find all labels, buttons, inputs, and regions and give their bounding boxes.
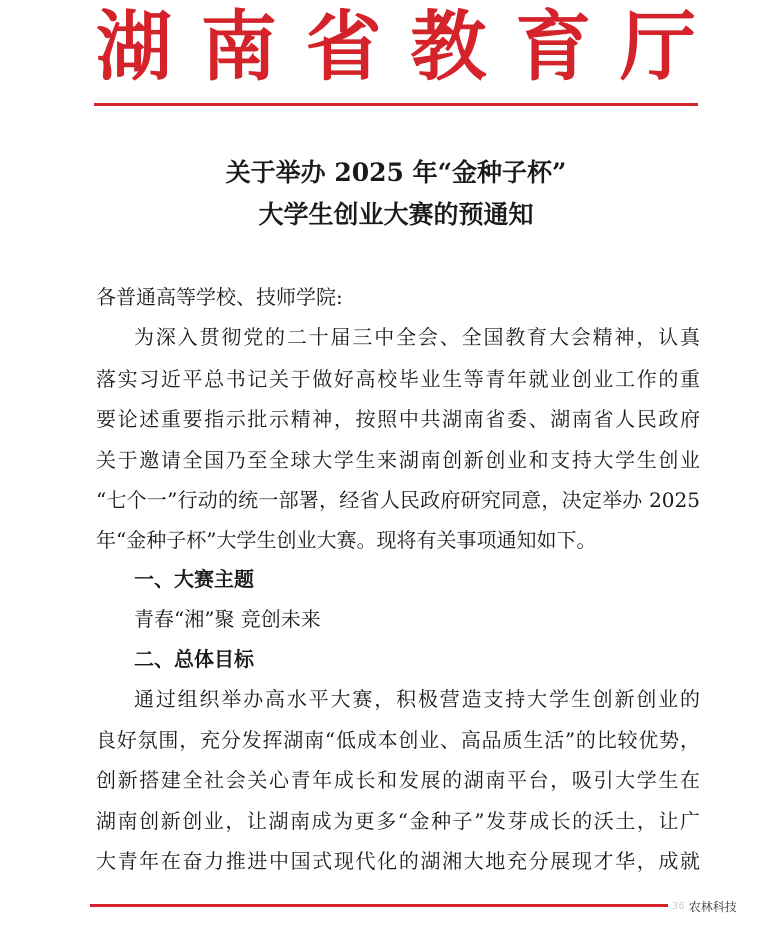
- paragraph-line: 关于邀请全国乃至全球大学生来湖南创新创业和支持大学生创业: [96, 448, 700, 472]
- paragraph-line: 良好氛围，充分发挥湖南“低成本创业、高品质生活”的比较优势，: [96, 728, 700, 752]
- agency-char: 厅: [619, 2, 696, 91]
- paragraph-line: 通过组织举办高水平大赛，积极营造支持大学生创新创业的: [134, 687, 700, 711]
- document-title-line-2: 大学生创业大赛的预通知: [258, 200, 534, 229]
- agency-char: 教: [410, 2, 487, 91]
- footer-divider: [90, 904, 708, 907]
- document-title-line-1: 关于举办 2025 年“金种子杯”: [225, 158, 567, 187]
- agency-header: [96, 4, 696, 90]
- watermark: [668, 897, 741, 915]
- agency-char: 育: [515, 2, 592, 91]
- section-heading-theme: 一、大赛主题: [134, 567, 254, 591]
- watermark-number: 36: [672, 900, 685, 912]
- paragraph-line: 为深入贯彻党的二十届三中全会、全国教育大会精神，认真: [134, 325, 700, 349]
- watermark-text: 农林科技: [688, 899, 737, 914]
- paragraph-line: 湖南创新创业，让湖南成为更多“金种子”发芽成长的沃土，让广: [96, 809, 700, 833]
- agency-char: 湖: [96, 2, 172, 91]
- paragraph-line: “七个一”行动的统一部署，经省人民政府研究同意，决定举办 2025: [96, 488, 700, 512]
- paragraph-line: 年“金种子杯”大学生创业大赛。现将有关事项通知如下。: [96, 528, 597, 552]
- header-divider: [94, 103, 698, 106]
- section-text-theme: 青春“湘”聚 竞创未来: [134, 607, 321, 631]
- paragraph-line: 落实习近平总书记关于做好高校毕业生等青年就业创业工作的重: [96, 367, 700, 391]
- agency-char: 省: [305, 2, 382, 91]
- section-heading-goal: 二、总体目标: [134, 647, 254, 671]
- paragraph-line: 要论述重要指示批示精神，按照中共湖南省委、湖南省人民政府: [96, 407, 700, 431]
- paragraph-line: 大青年在奋力推进中国式现代化的湖湘大地充分展现才华，成就: [96, 849, 700, 873]
- paragraph-line: 创新搭建全社会关心青年成长和发展的湖南平台，吸引大学生在: [96, 768, 700, 792]
- agency-char: 南: [200, 2, 277, 91]
- addressee: 各普通高等学校、技师学院:: [96, 285, 343, 309]
